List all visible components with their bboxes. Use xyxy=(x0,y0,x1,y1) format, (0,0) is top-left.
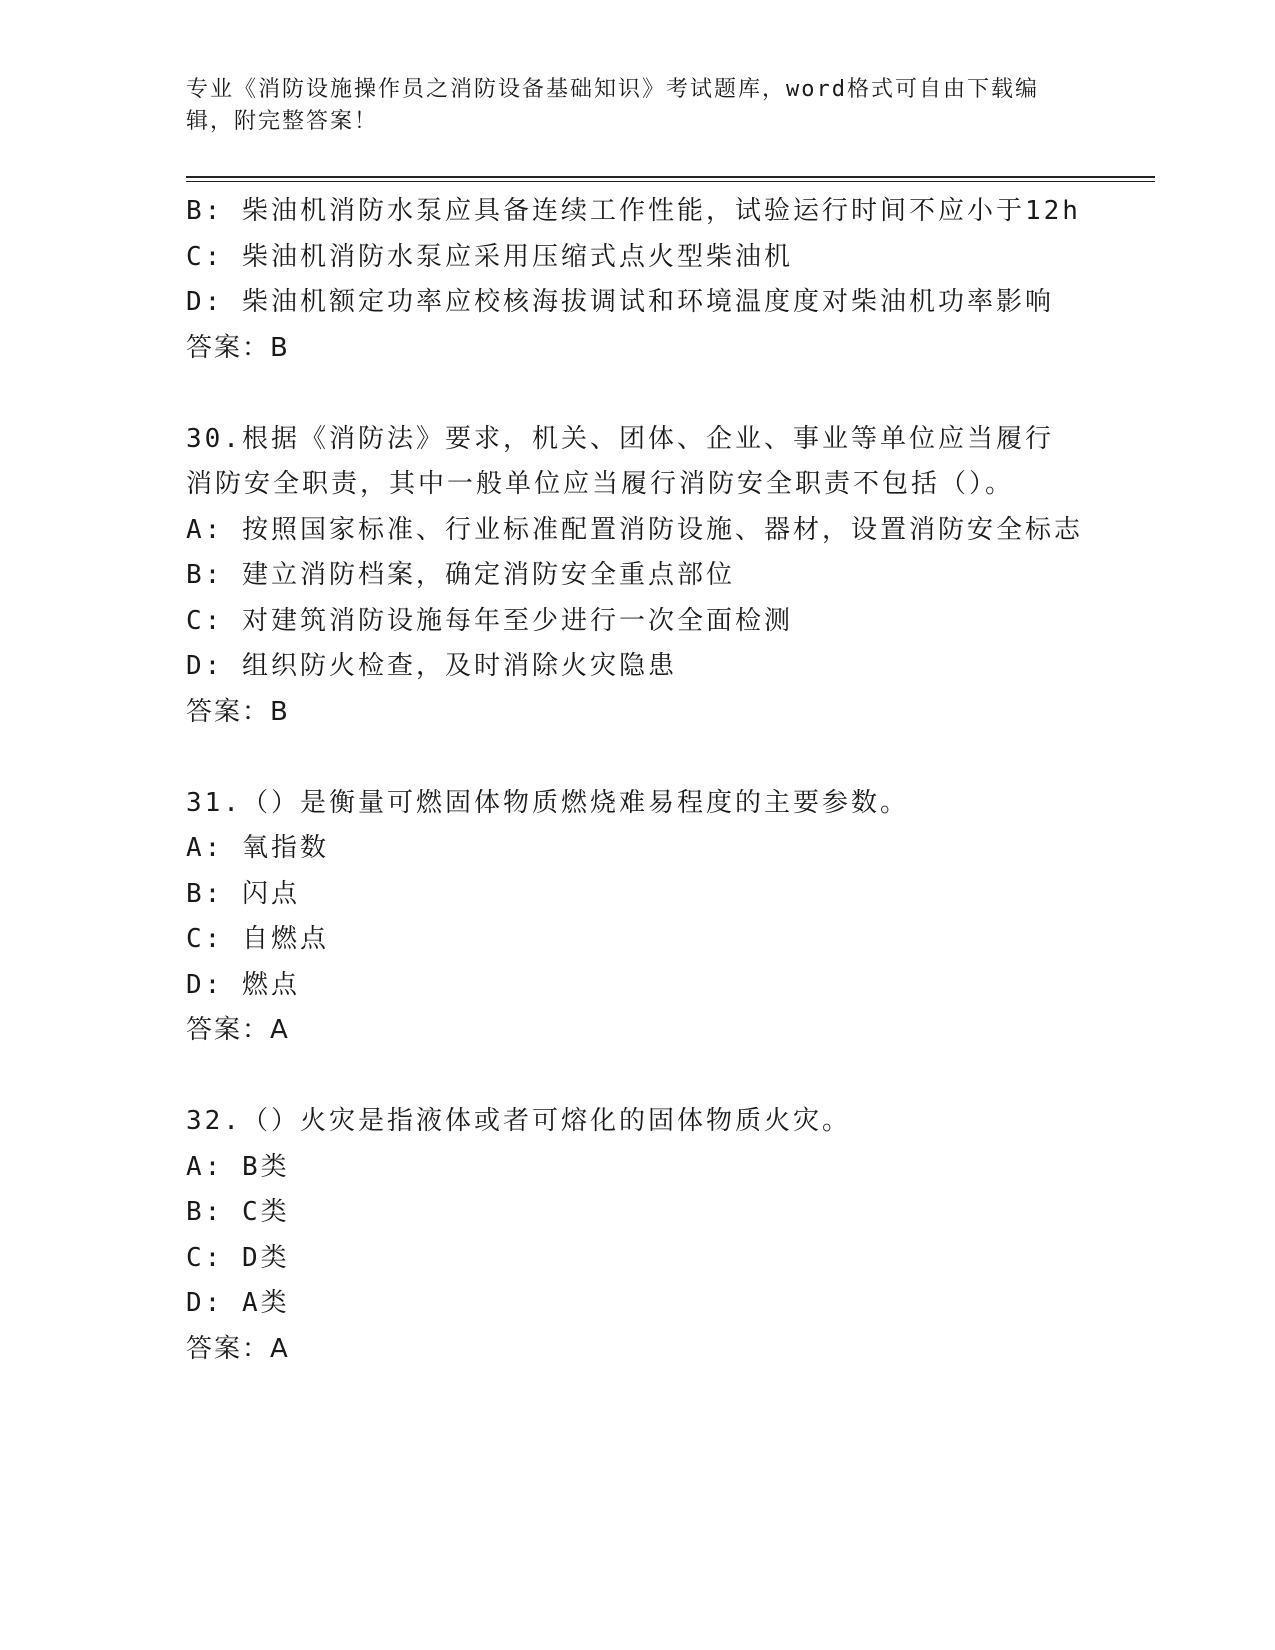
option-b: B: C类 xyxy=(186,1197,290,1227)
option-c: C: 对建筑消防设施每年至少进行一次全面检测 xyxy=(186,605,793,636)
answer-line: 答案：B xyxy=(186,332,290,363)
option-b: B: 柴油机消防水泵应具备连续工作性能，试验运行时间不应小于12h xyxy=(186,196,1081,226)
option-d: D: 燃点 xyxy=(186,969,300,1000)
question-stem: 31.（）是衡量可燃固体物质燃烧难易程度的主要参数。 xyxy=(186,787,909,818)
question-stem: 32.（）火灾是指液体或者可熔化的固体物质火灾。 xyxy=(186,1106,851,1136)
option-a: A: 按照国家标准、行业标准配置消防设施、器材，设置消防安全标志 xyxy=(186,514,1083,545)
answer-line: 答案：A xyxy=(186,1333,290,1364)
header-divider-thick xyxy=(186,176,1155,178)
option-c: C: 柴油机消防水泵应采用压缩式点火型柴油机 xyxy=(186,241,793,272)
question-32 xyxy=(186,1099,1086,1372)
option-d: D: 柴油机额定功率应校核海拔调试和环境温度度对柴油机功率影响 xyxy=(186,287,1054,317)
question-stem: 30.根据《消防法》要求，机关、团体、企业、事业等单位应当履行消防安全职责，其中一般单位应当履行消防安全职责不包括（）。 xyxy=(186,423,1054,499)
option-d: D: 组织防火检查，及时消除火灾隐患 xyxy=(186,651,677,681)
carryover-question xyxy=(186,189,1086,371)
header-divider-thin xyxy=(186,181,1155,182)
option-a: A: B类 xyxy=(186,1151,290,1182)
document-header: 专业《消防设施操作员之消防设备基础知识》考试题库，word格式可自由下载编辑，附完整答案！ xyxy=(186,77,1039,134)
answer-line: 答案：B xyxy=(186,696,290,727)
spacer xyxy=(186,1054,1086,1100)
option-b: B: 建立消防档案，确定消防安全重点部位 xyxy=(186,560,735,590)
option-d: D: A类 xyxy=(186,1288,290,1318)
option-c: C: D类 xyxy=(186,1242,290,1273)
option-c: C: 自燃点 xyxy=(186,924,329,954)
spacer xyxy=(186,371,1086,417)
option-a: A: 氧指数 xyxy=(186,833,329,863)
question-30 xyxy=(186,417,1086,736)
question-content xyxy=(186,189,1086,1372)
answer-line: 答案：A xyxy=(186,1015,290,1045)
spacer xyxy=(186,735,1086,781)
question-31 xyxy=(186,781,1086,1054)
option-b: B: 闪点 xyxy=(186,878,300,909)
